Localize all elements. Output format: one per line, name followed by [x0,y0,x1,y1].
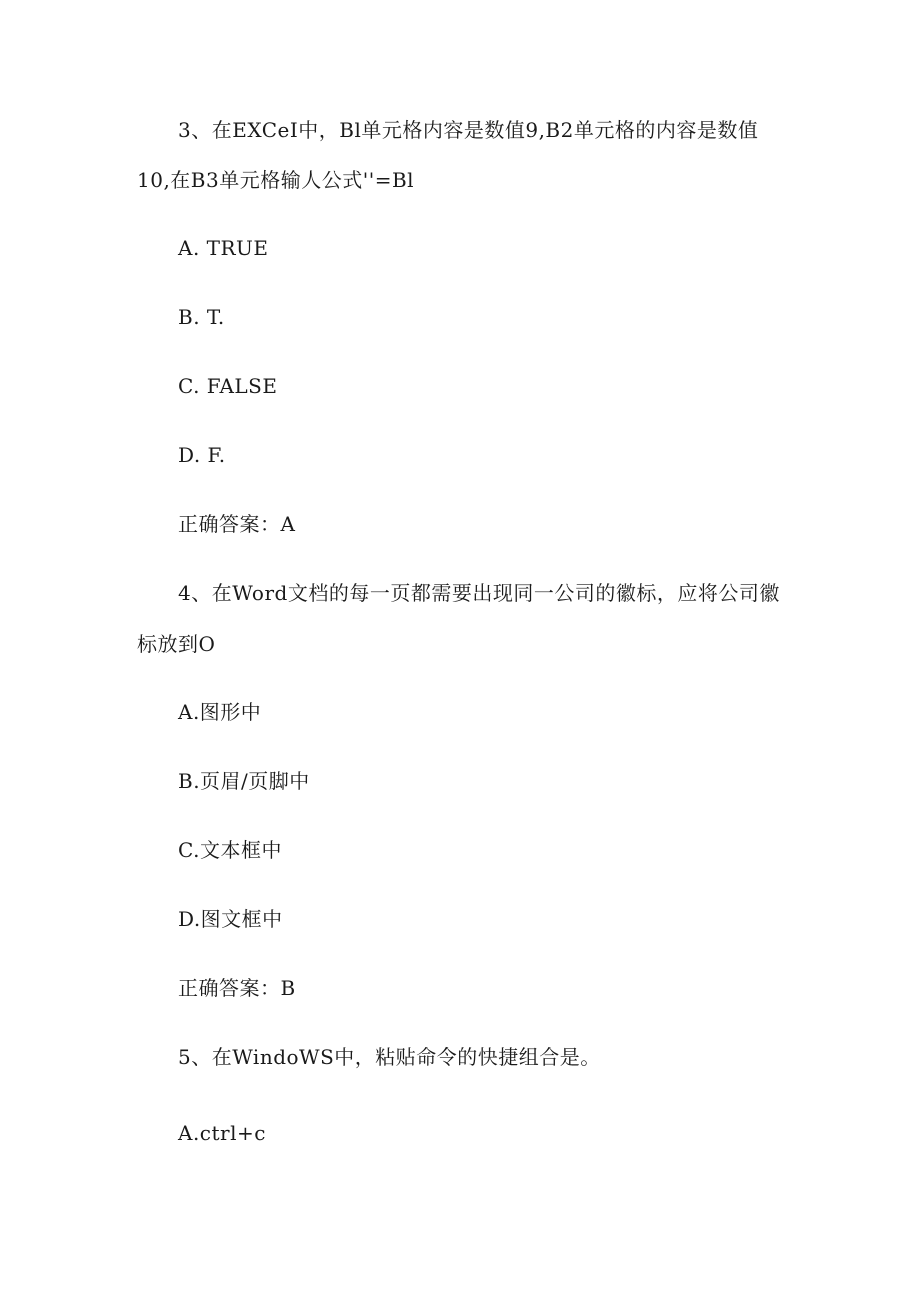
question-5-option-a: A.ctrl+c [178,1121,266,1145]
question-3-answer: 正确答案：A [178,512,296,536]
question-3-option-d: D. F. [178,443,226,467]
question-4-stem-line2: 标放到O [137,632,216,656]
question-3-stem-line1: 3、在EXCeI中，Bl单元格内容是数值9,B2单元格的内容是数值 [178,118,759,142]
question-3-option-b: B. T. [178,305,225,329]
question-4-option-b: B.页眉/页脚中 [178,769,310,793]
question-4-answer: 正确答案：B [178,976,296,1000]
question-3-stem-line2: 10,在B3单元格输人公式''=Bl [137,168,415,192]
question-4-option-a: A.图形中 [178,700,262,724]
question-4-option-c: C.文本框中 [178,838,282,862]
question-3-option-a: A. TRUE [178,236,269,260]
question-4-option-d: D.图文框中 [178,907,283,931]
question-3-option-c: C. FALSE [178,374,278,398]
question-4-stem-line1: 4、在Word文档的每一页都需要出现同一公司的徽标，应将公司徽 [178,581,780,605]
question-5-stem-line1: 5、在WindoWS中，粘贴命令的快捷组合是。 [178,1045,601,1069]
